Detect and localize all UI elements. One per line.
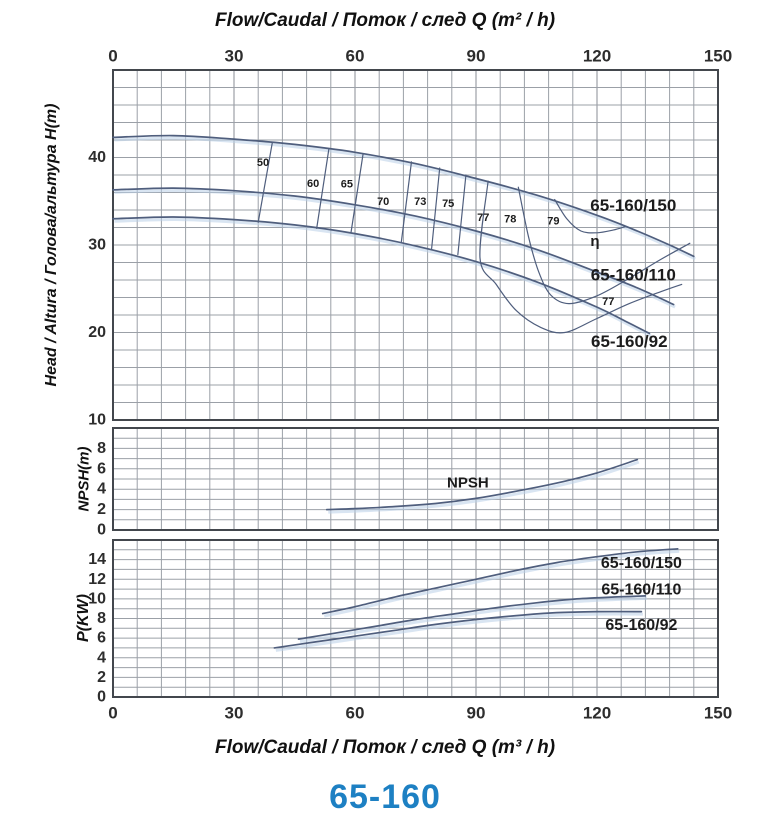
curve-label: 65-160/110 xyxy=(601,581,682,599)
power-y-tick: 8 xyxy=(97,610,106,627)
curve-label: 65-160/92 xyxy=(591,331,668,351)
curve-label: NPSH xyxy=(447,474,489,492)
efficiency-line-70 xyxy=(401,162,411,242)
head-y-axis-title: Head / Altura / Голова/альтура H(m) xyxy=(43,103,60,387)
bottom-x-tick: 120 xyxy=(582,703,612,723)
curve-label: 77 xyxy=(602,295,615,308)
power-y-tick: 4 xyxy=(97,649,106,667)
head-grid xyxy=(113,70,718,420)
bottom-x-tick: 0 xyxy=(108,703,118,723)
curve-label: 70 xyxy=(377,196,390,209)
npsh-grid xyxy=(113,428,718,530)
npsh-y-tick: 2 xyxy=(97,501,106,519)
pump-model-title: 65-160 xyxy=(329,778,441,816)
curve-label: 77 xyxy=(477,211,490,224)
power-y-tick: 0 xyxy=(97,688,106,706)
curve-label: η xyxy=(590,233,600,250)
top-x-tick: 30 xyxy=(224,46,244,66)
bottom-x-axis-title: Flow/Caudal / Поток / след Q (m³ / h) xyxy=(214,737,556,758)
npsh-y-axis-title: NPSH(m) xyxy=(75,446,93,512)
top-x-tick: 0 xyxy=(108,46,118,66)
curve-label: 75 xyxy=(442,197,455,210)
npsh-y-tick: 6 xyxy=(97,460,106,478)
curve-label: 50 xyxy=(256,156,270,169)
npsh-chart-panel xyxy=(97,428,718,539)
head-y-tick: 40 xyxy=(88,149,106,166)
bottom-x-tick: 90 xyxy=(466,703,486,723)
power-y-tick: 14 xyxy=(88,551,106,569)
curve-label: 65-160/92 xyxy=(605,616,678,634)
series-shadow xyxy=(115,219,651,335)
curve-label: 60 xyxy=(306,177,320,190)
head-y-tick: 20 xyxy=(88,324,106,341)
npsh-y-tick: 8 xyxy=(97,439,106,457)
efficiency-line-65 xyxy=(351,154,363,233)
curve-label: 73 xyxy=(414,196,427,209)
npsh-y-tick: 4 xyxy=(97,480,106,498)
efficiency-line-73 xyxy=(432,168,440,249)
power-y-tick: 6 xyxy=(97,629,106,647)
power-y-axis-title: P(KW) xyxy=(75,594,92,642)
power-chart-panel xyxy=(88,540,718,706)
power-y-tick: 12 xyxy=(88,570,106,588)
power-y-tick: 10 xyxy=(88,590,106,608)
curve-label: 65-160/150 xyxy=(600,555,682,572)
bottom-x-tick: 60 xyxy=(345,703,365,723)
curve-label: 65-160/110 xyxy=(590,265,676,285)
bottom-x-tick: 150 xyxy=(703,703,733,723)
bottom-x-tick: 30 xyxy=(224,703,244,723)
npsh-y-tick: 0 xyxy=(97,521,106,539)
curve-label: 79 xyxy=(547,215,560,228)
efficiency-line-75 xyxy=(458,175,466,255)
power-y-tick: 2 xyxy=(97,668,106,686)
top-x-tick: 90 xyxy=(466,46,486,66)
top-x-tick: 150 xyxy=(703,46,733,66)
head-y-tick: 30 xyxy=(88,236,106,254)
head-y-tick: 10 xyxy=(88,411,106,429)
top-x-tick: 60 xyxy=(345,46,365,66)
curve-label: 78 xyxy=(504,213,517,226)
top-x-axis-title: Flow/Caudal / Поток / след Q (m² / h) xyxy=(214,10,556,31)
top-x-tick: 120 xyxy=(582,46,612,66)
curve-label: 65-160/150 xyxy=(590,196,677,216)
head-chart-panel xyxy=(88,70,718,429)
series-curve-65-160-92 xyxy=(113,217,649,333)
curve-label: 65 xyxy=(340,178,354,191)
